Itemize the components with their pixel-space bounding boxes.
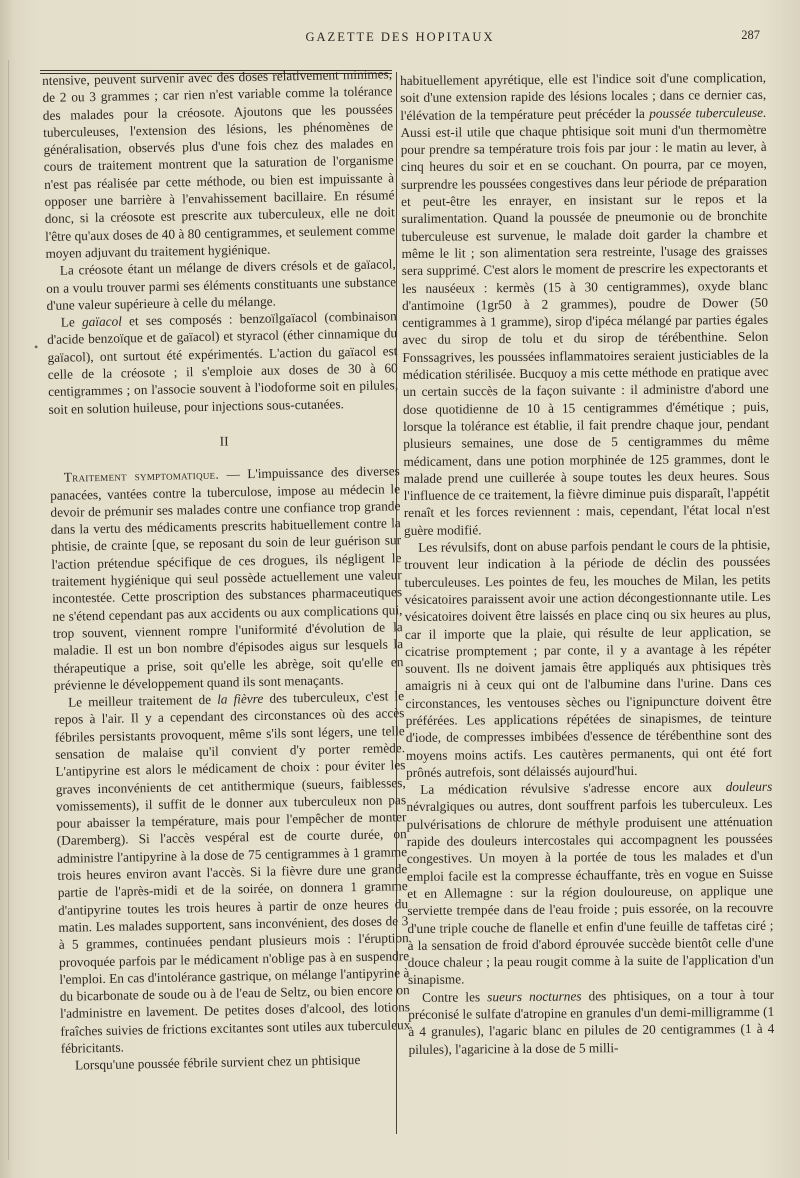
text-run: Le meilleur traitement de — [67, 691, 218, 710]
paragraph — [47, 307, 399, 417]
italic-term: douleurs — [725, 778, 773, 795]
right-column — [400, 69, 775, 1058]
text-run: — L'impuissance des diverses panacées, vantées contre la tuberculose, impose au médecin le devoir de prémunir ses malades contre une confiance trop grande dans la vertu des médicaments prescrits habituellement contre la phtisie, de crainte [que, se reposant du soin de leur guérison sur l'action prétendue spécifique de ces drogues, ils négligent le traitement hygiénique qui seul possède actuellement une valeur incontestée. Cette proscription des substances pharmaceutiques ne s'étend cependant pas aux accidents ou aux complications qui, trop souvent, viennent rompre l'uniformité d'évolution de la maladie. Il est un bon nombre d'épisodes aigus sur lesquels la thérapeutique a prise, soit qu'elle les abrège, soit qu'elle en prévienne le développement quand ils sont menaçants. — [49, 463, 404, 693]
text-run: des tuberculeux, c'est le repos à l'air. Il y a cependant des circonstances où des accès fébriles persistants provoquent, même s'ils sont légers, une telle sensation de malaise qu'il convient d'y porter remède. L'antipyrine est alors le médicament de choix : pour éviter les graves inconvénients de cet antithermique (sueurs, faiblesses, vomissements), il suffit de le donner aux tuberculeux non pas pour abaisser la température, mais pour l'empêcher de monter (Daremberg). Si l'accès vespéral est de courte durée, on administre l'antipyrine à la dose de 75 centigrammes à 1 gramme trois heures environ avant l'accès. Si la fièvre dure une grande partie de l'après-midi et de la soirée, on donnera 1 gramme d'antipyrine toutes les trois heures à partir de onze heures du matin. Les malades supportent, sans inconvénient, des doses de 3 à 5 grammes, continuées pendant plusieurs mois : l'éruption provoquée parfois par le médicament n'oblige pas à en suspendre l'emploi. En cas d'intolérance gastrique, on mélange l'antipyrine à du bicarbonate de soude ou à de l'eau de Seltz, ou bien encore on l'administre en lavement. De petites doses d'alcool, des lotions fraîches suivies de frictions excitantes sont utiles aux tuberculeux fébricitants. — [54, 688, 411, 1056]
margin-mark: • — [34, 340, 39, 354]
paragraph — [400, 69, 770, 539]
text-run: Aussi est-il utile que chaque phtisique soit muni d'un thermomètre pour prendre sa température trois fois par jour : le matin au lever, à cinq heures du soir et en se couchant. On pourra, par ce moyen, surprendre les poussées congestives dans leur période de préparation et peut-être les enrayer, en insistant sur le repos et la suralimentation. Quand la poussée de pneumonie ou de bronchite tuberculeuse est survenue, le malade doit garder la chambre et même le lit ; son alimentation sera restreinte, l'usage des graisses sera supprimé. C'est alors le moment de prescrire les expectorants et les nauséeux : kermès (15 à 30 centigrammes), oxyde blanc d'antimoine (1gr50 à 2 grammes), poudre de Dower (50 centigrammes à 1 gramme), sirop d'ipéca mélangé par parties égales avec du sirop de tolu et du sirop de térébenthine. Selon Fonssagrives, les poussées inflammatoires seraient justiciables de la médication stérilisée. Bucquoy a mis cette méthode en pratique avec un certain succès de la façon suivante : il administre d'abord une dose quotidienne de 10 à 15 centigrammes d'émétique ; puis, lorsque la tolérance est établie, il fait prendre chaque jour, pendant plusieurs semaines, une dose de 5 centigrammes du même médicament, dans une potion morphinée de 125 grammes, dont le malade prend une cuillerée à soupe toutes les deux heures. Sous l'influence de ce traitement, la fièvre diminue puis disparaît, l'appétit renaît et les forces reviennent : mais, cependant, l'état local n'est guère modifié. — [400, 121, 770, 538]
page-number: 287 — [741, 28, 760, 42]
text-run: des phtisiques, on a tour à tour préconisé le sulfate d'atropine en granules d'un demi-milligramme (1 à 4 granules), l'agaric blanc en pilules de 20 centigrammes (1 à 4 pilules), l'agaricine à la dose de 5 milli- — [408, 986, 775, 1057]
paragraph — [54, 687, 411, 1057]
italic-term: poussée tuberculeuse. — [649, 104, 767, 121]
text-run: habituellement apyrétique, elle est l'indice soit d'une complication, soit d'une extension rapide des lésions locales ; dans ce dernier cas, l'élévation de la température peut précéder la — [400, 69, 767, 123]
text-run: La médication révulsive s'adresse encore aux — [420, 779, 726, 798]
text-run: et ses composés : benzoïlgaïacol (combinaison d'acide benzoïque et de gaïacol) et styracol (éther cinnamique du gaïacol), ont surtout été expérimentés. L'action du gaïacol est celle de la créosote ; il s'emploie aux doses de 30 à 60 centigrammes ; on l'associe souvent à l'iodoforme soit en pilules, soit en solution huileuse, pour injections sous-cutanées. — [47, 308, 399, 417]
italic-term: gaïacol — [81, 313, 123, 330]
text-run: Le — [60, 314, 83, 330]
paragraph: ntensive, peuvent survenir avec des doses relativement minimes, de 2 ou 3 grammes ; car rien n'est variable comme la tolérance des malades pour la créosote. Ajoutons que les poussées tuberculeuses, l'extension des lésions, les phénomènes de généralisation, observés plus d'une fois chez des malades en cours de traitement montrent que la saturation de l'organisme n'est pas réalisée par cette méthode, ou bien est impuissante à opposer une barrière à l'envahissement bacillaire. En résumé donc, si la créosote est prescrite aux tuberculeux, elle ne doit l'être qu'aux doses de 40 à 80 centigrammes, et seulement comme moyen adjuvant du traitement hygiénique. — [42, 66, 396, 261]
paragraph — [408, 986, 775, 1058]
left-column — [42, 65, 411, 1074]
italic-term: la fièvre — [216, 690, 264, 707]
section-number: II — [219, 433, 229, 449]
paragraph — [50, 462, 404, 694]
paragraph: La créosote étant un mélange de divers crésols et de gaïacol, on a voulu trouver parmi ses éléments constituants une substance d'une valeur supérieure à celle du mélange. — [46, 256, 397, 313]
running-header — [40, 30, 760, 50]
section-heading: Traitement symptomatique. — [63, 466, 220, 485]
text-run: Contre les — [422, 989, 488, 1005]
paragraph — [406, 778, 774, 989]
italic-term: sueurs nocturnes — [487, 988, 582, 1005]
text-run: névralgiques ou autres, dont souffrent parfois les tuberculeux. Les pulvérisations de chlorure de méthyle produisent une atténuation rapide des douleurs intercostales qui accompagnent les poussées congestives. Un moyen à la portée de tous les malades et d'un emploi facile est la compresse échauffante, très en vogue en Suisse et en Allemagne : sur la région douloureuse, on applique une serviette trempée dans de l'eau froide ; puis essorée, on la recouvre d'une triple couche de flanelle et enfin d'une feuille de taffetas ciré ; à la sensation de froid d'abord éprouvée succède bientôt celle d'une douce chaleur ; la peau rougit comme à la suite de l'application d'un sinapisme. — [406, 796, 774, 988]
paragraph: Lorsqu'une poussée fébrile survient chez un phtisique — [74, 1052, 361, 1073]
binding-edge — [8, 60, 29, 1160]
journal-title: GAZETTE DES HOPITAUX — [305, 30, 495, 44]
paragraph: Les révulsifs, dont on abuse parfois pendant le cours de la phtisie, trouvent leur indication à la période de déclin des poussées tuberculeuses. Les pointes de feu, les mouches de Milan, les petits vésicatoires paraissent avoir une action décongestionnante utile. Les vésicatoires doivent être laissés en place cinq ou six heures au plus, car il importe que la plaie, qui résulte de leur application, se cicatrise promptement ; par conte, il y a avantage à les répéter souvent. Ils ne doivent jamais être appliqués aux phtisiques très amaigris ni à ceux qui ont de l'albumine dans l'urine. Dans ces circonstances, les ventouses sèches ou l'ignipuncture doivent être préférées. Les applications répétées de sinapismes, de teinture d'iode, de compresses imbibées d'essence de térébenthine sont des moyens moins actifs. Les cautères permanents, qui ont été fort prônés autrefois, sont délaissés aujourd'hui. — [404, 536, 773, 780]
